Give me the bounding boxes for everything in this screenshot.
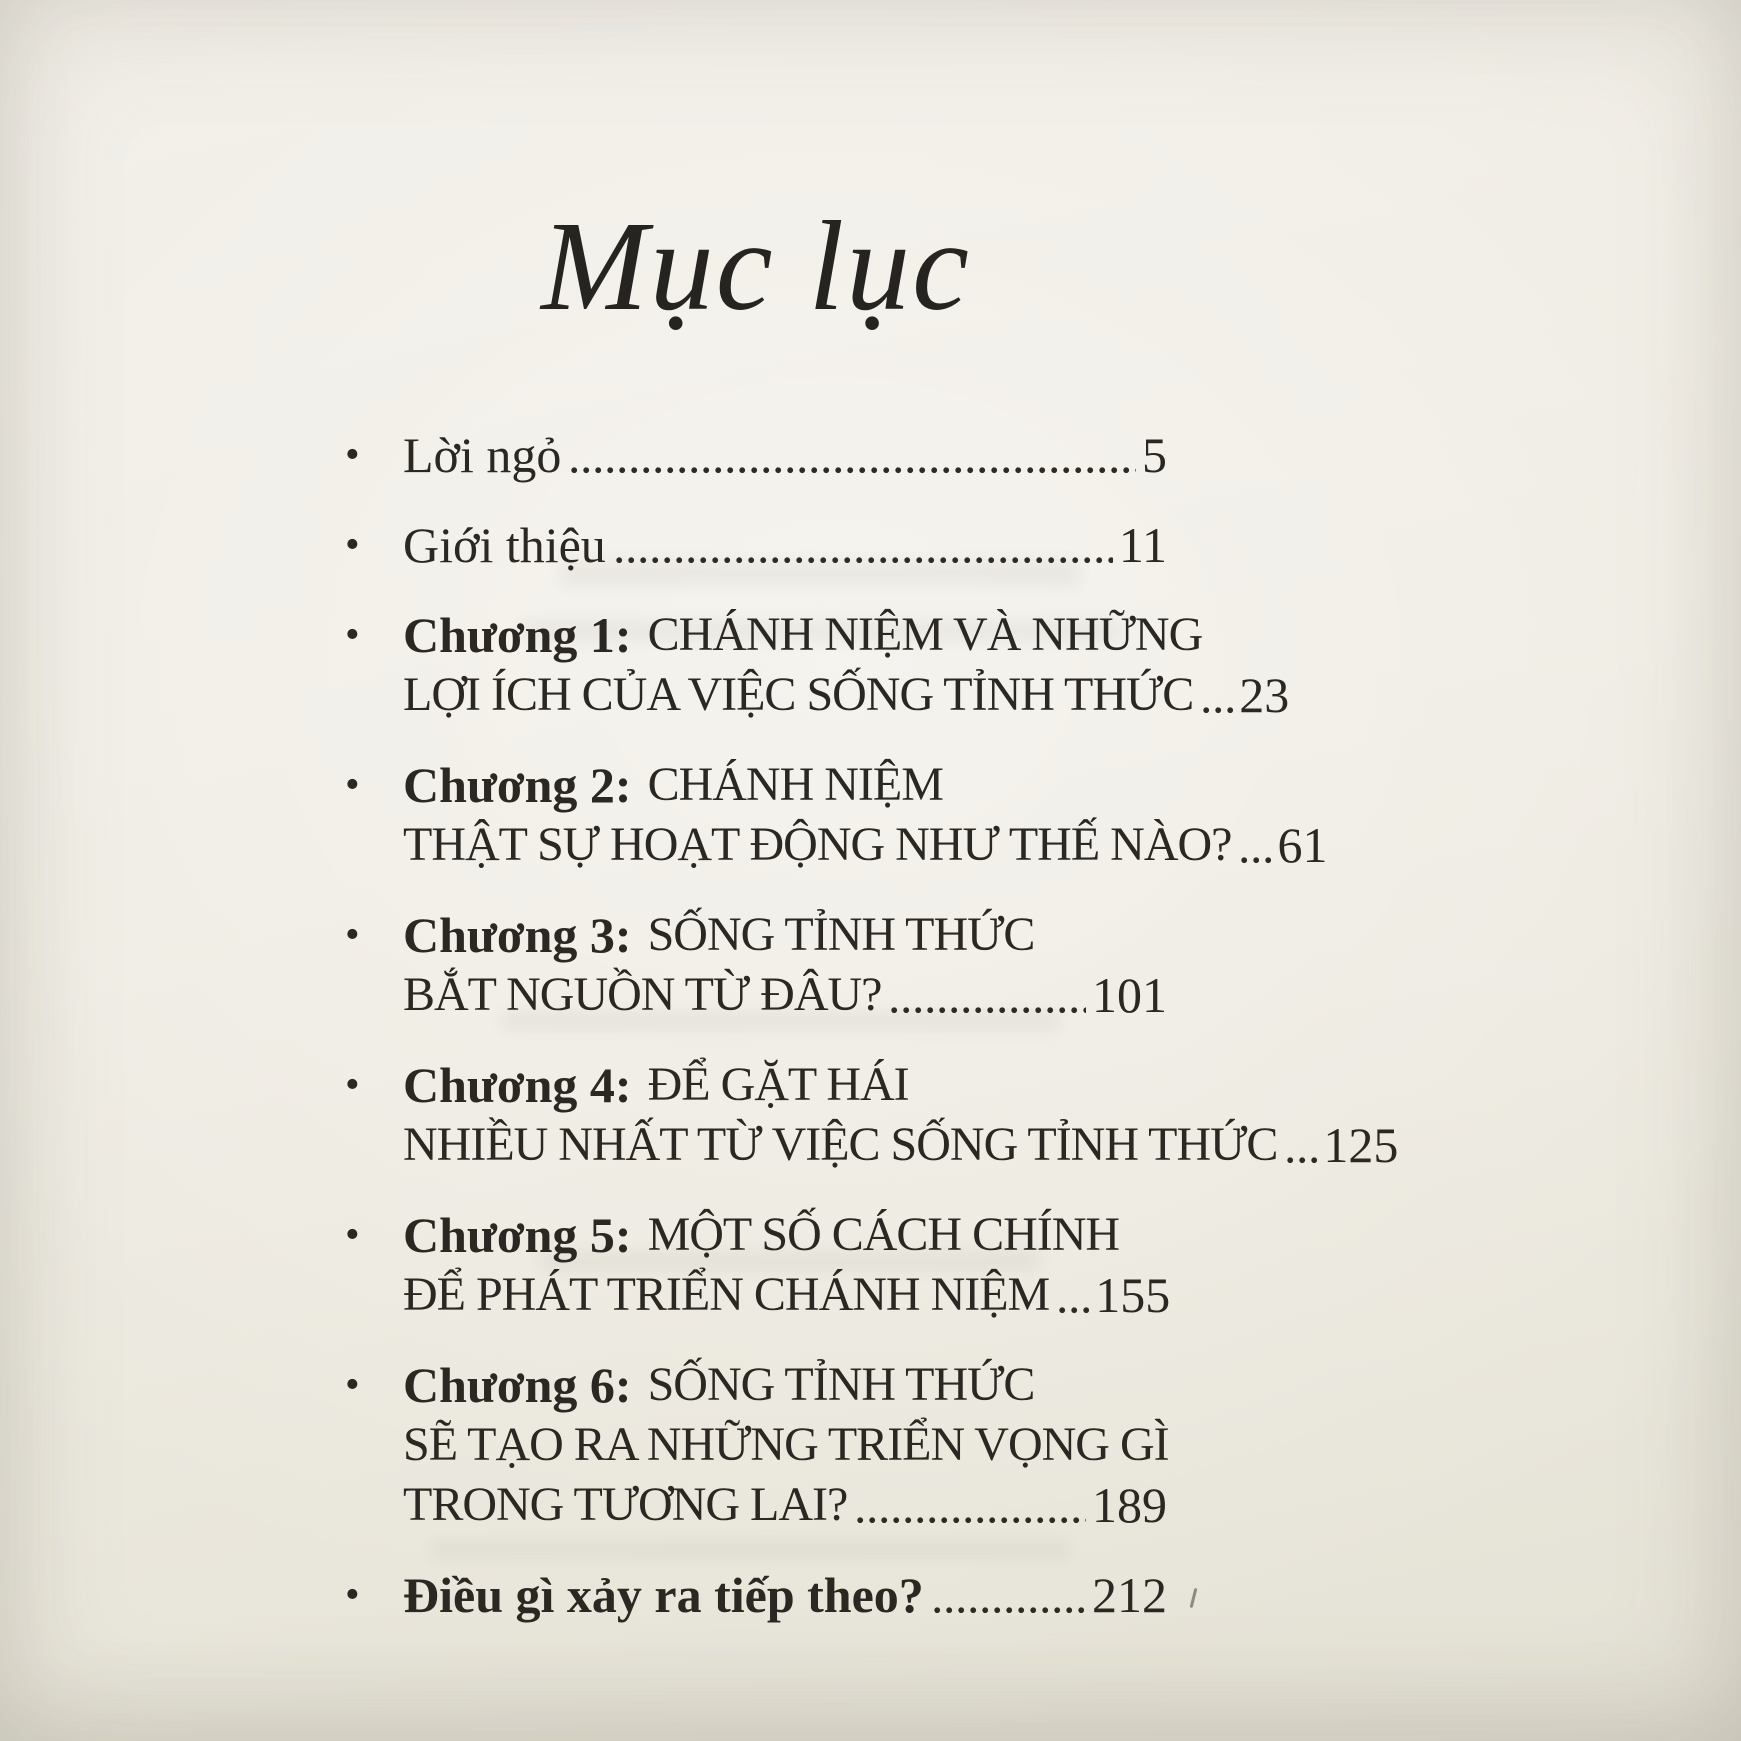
bullet-icon: •	[345, 911, 360, 958]
toc-page-number: 23	[1239, 666, 1290, 723]
chapter-title-line: TRONG TƯƠNG LAI?	[403, 1477, 848, 1531]
toc-entry-chapter-6	[345, 1355, 1167, 1535]
toc-row	[345, 1055, 1167, 1115]
toc-row	[345, 1355, 1167, 1415]
toc-entry-chapter-4	[345, 1055, 1399, 1175]
chapter-title-line: MỘT SỐ CÁCH CHÍNH	[647, 1207, 1120, 1261]
chapter-title-line: ĐỂ PHÁT TRIỂN CHÁNH NIỆM	[403, 1267, 1050, 1321]
toc-page-number: 212	[1092, 1566, 1167, 1623]
chapter-label: Chương 6:	[403, 1356, 632, 1413]
bullet-icon: •	[345, 1061, 360, 1108]
chapter-title-line: THẬT SỰ HOẠT ĐỘNG NHƯ THẾ NÀO?	[403, 817, 1232, 871]
dot-leader	[891, 1007, 1086, 1014]
chapter-title-line: ĐỂ GẶT HÁI	[647, 1057, 909, 1111]
toc-row	[345, 1475, 1167, 1535]
bullet-icon: •	[345, 1211, 360, 1258]
chapter-label: Chương 4:	[403, 1056, 632, 1113]
toc-entry-what-next	[345, 1565, 1167, 1625]
toc-page-number: 101	[1092, 966, 1167, 1023]
dot-leader	[616, 557, 1113, 564]
toc-entry-loi-ngo	[345, 425, 1167, 485]
toc-row	[345, 1115, 1399, 1175]
toc-row	[345, 425, 1167, 485]
dot-leader	[1287, 1157, 1317, 1164]
toc-row	[345, 665, 1290, 725]
chapter-label: Chương 3:	[403, 906, 632, 963]
toc-row	[345, 1265, 1171, 1325]
toc-entry-label: Lời ngỏ	[403, 426, 562, 483]
chapter-title-line: SẼ TẠO RA NHỮNG TRIỂN VỌNG GÌ	[403, 1417, 1169, 1471]
chapter-title-line: CHÁNH NIỆM	[647, 757, 943, 811]
chapter-title-line: SỐNG TỈNH THỨC	[647, 907, 1035, 961]
dot-leader	[1241, 857, 1271, 864]
chapter-label: Chương 1:	[403, 606, 632, 663]
chapter-title-line: BẮT NGUỒN TỪ ĐÂU?	[403, 967, 882, 1021]
chapter-label: Chương 5:	[403, 1206, 632, 1263]
toc-row	[345, 605, 1203, 665]
toc-content	[345, 195, 1399, 1655]
toc-row	[345, 1415, 1167, 1475]
toc-entry-label: Giới thiệu	[403, 516, 606, 573]
dot-leader	[1203, 707, 1233, 714]
toc-row	[345, 965, 1167, 1025]
toc-row	[345, 755, 1167, 815]
chapter-title-line: NHIỀU NHẤT TỪ VIỆC SỐNG TỈNH THỨC	[403, 1117, 1278, 1171]
toc-page-number: 125	[1323, 1116, 1399, 1173]
dot-leader	[934, 1607, 1086, 1614]
toc-entry-label: Điều gì xảy ra tiếp theo?	[403, 1566, 924, 1623]
toc-page-number: 61	[1277, 816, 1328, 873]
toc-row	[345, 905, 1167, 965]
table-of-contents	[345, 425, 1399, 1625]
toc-entry-gioi-thieu	[345, 515, 1167, 575]
bullet-icon: •	[345, 521, 360, 568]
toc-page-number: 155	[1095, 1266, 1171, 1323]
toc-row	[345, 1205, 1167, 1265]
toc-page-number: 5	[1142, 426, 1167, 483]
toc-page-number: 189	[1092, 1476, 1167, 1533]
dot-leader	[571, 467, 1136, 474]
toc-entry-chapter-5	[345, 1205, 1171, 1325]
stray-ink-mark	[1190, 1588, 1198, 1608]
chapter-title-line: SỐNG TỈNH THỨC	[647, 1357, 1035, 1411]
toc-page-number: 11	[1118, 516, 1167, 573]
bullet-icon: •	[345, 761, 360, 808]
chapter-title-line: CHÁNH NIỆM VÀ NHỮNG	[647, 607, 1203, 661]
bullet-icon: •	[345, 431, 360, 478]
toc-entry-chapter-1	[345, 605, 1290, 725]
chapter-label: Chương 2:	[403, 756, 632, 813]
toc-entry-chapter-2	[345, 755, 1328, 875]
chapter-title-line: LỢI ÍCH CỦA VIỆC SỐNG TỈNH THỨC	[403, 667, 1194, 721]
dot-leader	[1059, 1307, 1089, 1314]
bullet-icon: •	[345, 1361, 360, 1408]
dot-leader	[857, 1517, 1086, 1524]
bullet-icon: •	[345, 1571, 360, 1618]
bullet-icon: •	[345, 611, 360, 658]
toc-row	[345, 515, 1167, 575]
toc-row	[345, 815, 1328, 875]
toc-entry-chapter-3	[345, 905, 1167, 1025]
page-title: Mục lục	[541, 195, 971, 337]
toc-row	[345, 1565, 1167, 1625]
